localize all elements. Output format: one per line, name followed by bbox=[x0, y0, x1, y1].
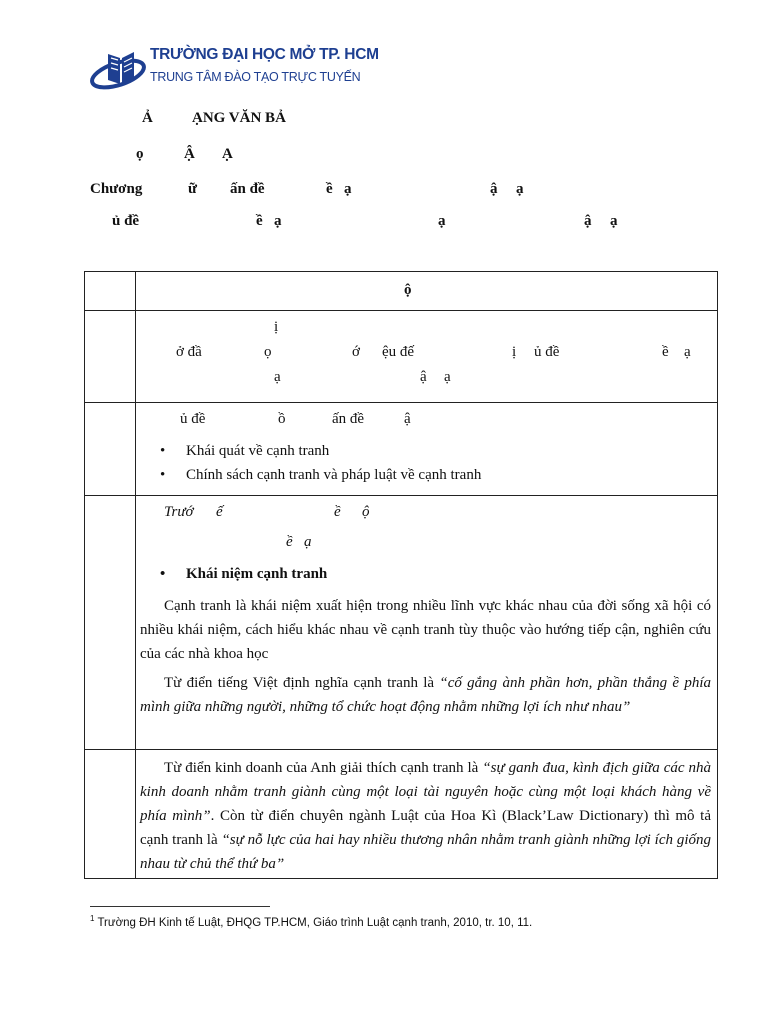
row2-frag: ọ bbox=[264, 344, 272, 360]
row2-frag: ạ bbox=[684, 344, 691, 360]
topic-frag: ạ bbox=[610, 213, 618, 229]
paragraph-quote: “cố gắng ành phần hơn, phần thắng ề phía mình giữa những người, những tổ chức hoạt động nhằm những lợi ích như nhau” bbox=[140, 675, 712, 715]
chapter-frag: ạ bbox=[344, 181, 352, 197]
table-row bbox=[85, 750, 718, 879]
table-row bbox=[85, 496, 718, 750]
row2-frag: ạ bbox=[444, 369, 451, 385]
footnote-text: Trường ĐH Kinh tế Luật, ĐHQG TP.HCM, Giáo trình Luật cạnh tranh, 2010, tr. 10, 11. bbox=[94, 916, 533, 929]
row2-frag: ị bbox=[274, 319, 279, 335]
topic-frag: ủ đề bbox=[112, 213, 140, 229]
subtitle-frag: ọ bbox=[136, 146, 144, 162]
table-cell-index bbox=[85, 750, 136, 879]
table-row bbox=[85, 272, 718, 311]
row3-frag: ồ bbox=[278, 411, 286, 427]
table-cell-content bbox=[136, 496, 718, 750]
title-frag: ẠNG VĂN BẢ bbox=[192, 110, 286, 126]
row3-frag: ủ đề bbox=[180, 411, 206, 427]
paragraph-vietnamese-dictionary bbox=[140, 671, 711, 719]
row2-frag: ủ đề bbox=[534, 344, 560, 360]
row2-frag: ị bbox=[512, 344, 517, 360]
content-table bbox=[84, 271, 718, 879]
table-cell-index bbox=[85, 403, 136, 496]
chapter-frag: ữ bbox=[188, 181, 198, 197]
paragraph-lead: Từ điển tiếng Việt định nghĩa cạnh tranh là bbox=[164, 675, 440, 691]
table-cell-index bbox=[85, 496, 136, 750]
footnote-mark: 1 bbox=[90, 914, 95, 923]
list-item-text: Khái quát về cạnh tranh bbox=[186, 443, 330, 459]
table-cell-content bbox=[136, 403, 718, 496]
chapter-frag: ề bbox=[326, 181, 333, 197]
list-item bbox=[160, 566, 327, 583]
bullet-icon: • bbox=[160, 443, 166, 459]
open-university-book-logo-icon bbox=[90, 44, 150, 94]
table-cell-content bbox=[136, 750, 718, 879]
subtitle-frag: Ạ bbox=[222, 146, 233, 162]
paragraph-lead: Từ điển kinh doanh của Anh giải thích cạnh tranh là bbox=[164, 760, 483, 776]
row2-frag: ệu đế bbox=[382, 344, 415, 360]
paragraph-middle: . Còn từ điển chuyên ngành Luật của Hoa Kì (Black’Law Dictionary) thì mô tả cạnh tranh là bbox=[140, 808, 712, 848]
topic-frag: ậ bbox=[584, 213, 592, 229]
logo-line-center: TRUNG TÂM ĐÀO TẠO TRỰC TUYẾN bbox=[150, 70, 361, 84]
subtitle-frag: Ậ bbox=[184, 146, 195, 162]
topic-frag: ạ bbox=[438, 213, 446, 229]
row2-frag: ề bbox=[662, 344, 669, 360]
row3-frag: ấn đề bbox=[332, 411, 365, 427]
footnote bbox=[90, 914, 532, 929]
bullet-icon: • bbox=[160, 566, 166, 582]
paragraph-quote: “sự ganh đua, kình địch giữa các nhà kinh doanh nhằm tranh giành cùng một loại tài nguyên hoặc cùng một loại khách hàng về phía mình” bbox=[140, 760, 711, 824]
row4-frag: ạ bbox=[304, 534, 312, 550]
row2-frag: ạ bbox=[274, 369, 281, 385]
bullet-icon: • bbox=[160, 467, 166, 483]
list-item-text: Khái niệm cạnh tranh bbox=[186, 566, 328, 582]
table-row bbox=[85, 311, 718, 403]
paragraph-definition-intro: Cạnh tranh là khái niệm xuất hiện trong nhiều lĩnh vực khác nhau của đời sống xã hội có nhiều khái niệm, cách hiểu khác nhau về cạnh tranh tùy thuộc vào hướng tiếp cận, nghiên cứu của các nhà khoa học bbox=[140, 598, 711, 662]
row4-frag: Trướ bbox=[164, 504, 194, 520]
list-item bbox=[160, 443, 329, 460]
row2-frag: ậ bbox=[420, 369, 427, 385]
topic-frag: ề bbox=[256, 213, 263, 229]
footnote-divider bbox=[90, 906, 270, 907]
table-cell-content bbox=[136, 311, 718, 403]
row2-frag: ớ bbox=[352, 344, 360, 360]
chapter-frag: ấn đề bbox=[230, 181, 265, 197]
row4-frag: ế bbox=[216, 504, 223, 520]
header-frag: ộ bbox=[404, 282, 412, 298]
list-item-text: Chính sách cạnh tranh và pháp luật về cạnh tranh bbox=[186, 467, 482, 483]
table-row bbox=[85, 403, 718, 496]
row4-frag: ề bbox=[286, 534, 293, 550]
topic-frag: ạ bbox=[274, 213, 282, 229]
row3-frag: ậ bbox=[404, 411, 411, 427]
paragraph-quote: “sự nỗ lực của hai hay nhiều thương nhân nhằm tranh giành những lợi ích giống nhau từ chủ thể thứ ba” bbox=[140, 832, 711, 872]
university-logo bbox=[90, 44, 379, 94]
chapter-frag: Chương bbox=[90, 181, 143, 197]
chapter-frag: ạ bbox=[516, 181, 524, 197]
table-cell-index bbox=[85, 272, 136, 311]
row2-frag: ở đầ bbox=[176, 344, 202, 360]
chapter-frag: ậ bbox=[490, 181, 498, 197]
row4-frag: ộ bbox=[362, 504, 370, 520]
logo-line-university: TRƯỜNG ĐẠI HỌC MỞ TP. HCM bbox=[150, 46, 379, 63]
list-item bbox=[160, 467, 481, 484]
table-cell-index bbox=[85, 311, 136, 403]
title-frag: Ả bbox=[142, 110, 153, 126]
paragraph-english-dictionary bbox=[140, 756, 711, 876]
table-cell-content bbox=[136, 272, 718, 311]
row4-frag: ề bbox=[334, 504, 341, 520]
